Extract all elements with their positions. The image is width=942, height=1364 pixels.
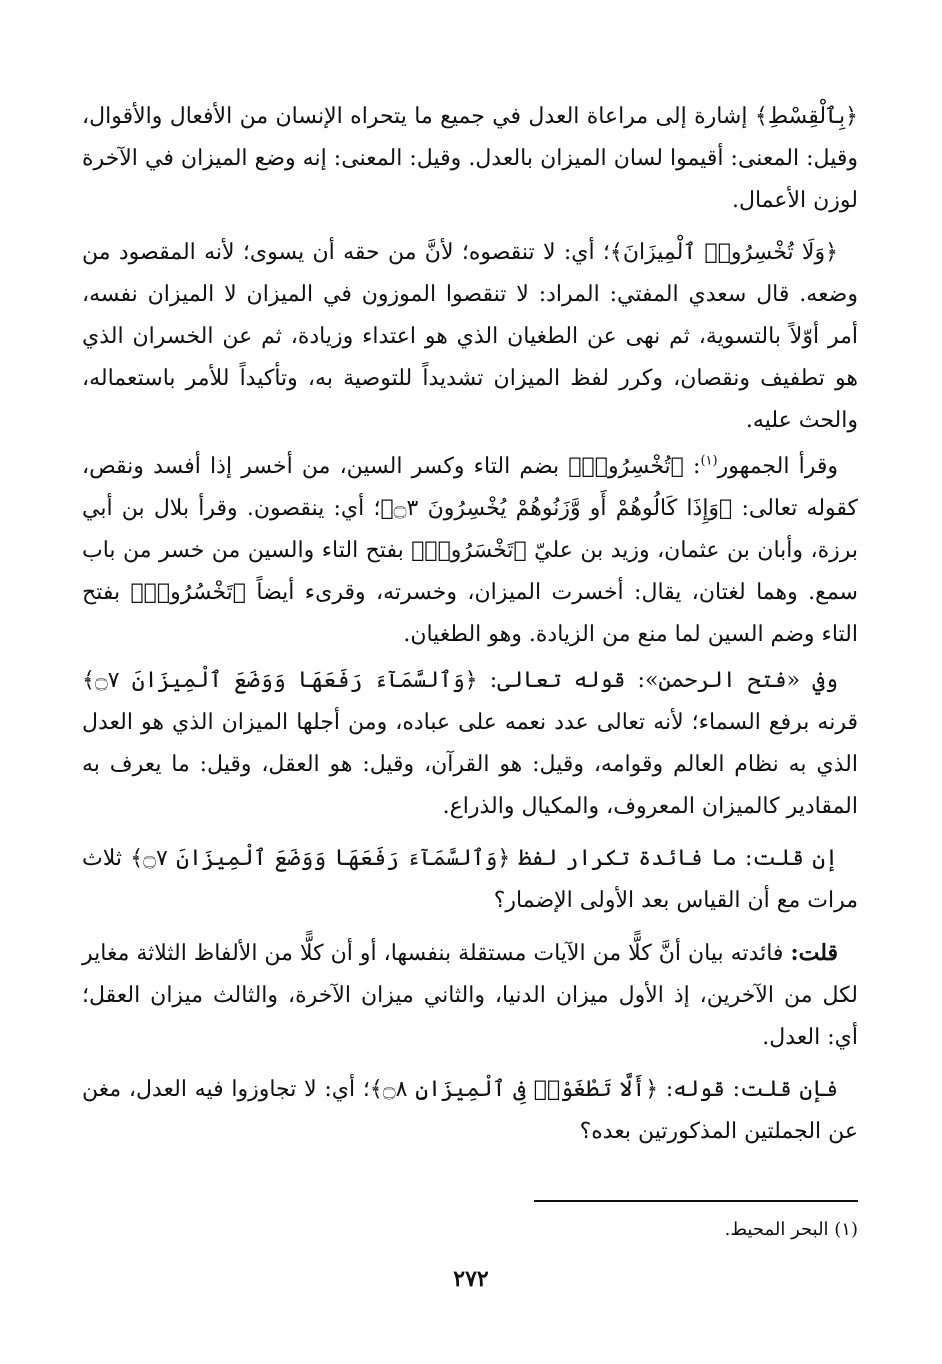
paragraph-fath-alrahman: وفي «فتح الرحمن»: قوله تعالى: ﴿وَٱلسَّمَآءَ رَفَعَهَا وَوَضَعَ ٱلْمِيزَانَ ۝٧﴾ قرنه برفع السماء؛ لأنه تعالى عدد نعمه على عباده، ومن أجلها الميزان الذي هو العدل الذي به نظام العالم وقوامه، وقيل: هو القرآن، وقيل: هو العقل، وقيل: ما يعرف به المقادير كالميزان المعروف، والمكيال والذراع.: [82, 668, 858, 819]
paragraph-question-repetition: إن قلت: ما فائدة تكرار لفظ ﴿وَٱلسَّمَآءَ رَفَعَهَا وَوَضَعَ ٱلْمِيزَانَ ۝٧﴾ ثلاث مرات مع أن القياس بعد الأولى الإضمار؟: [82, 846, 858, 913]
page-body: [82, 96, 858, 1163]
paragraph-answer: [82, 932, 858, 1059]
answer-label: قلت:: [790, 940, 838, 966]
footnote-reference: (١): [700, 453, 718, 469]
paragraph-jumhur-reading: [82, 446, 858, 656]
paragraph-question-tatghaw: فإن قلت: قوله: ﴿أَلَّا تَطْغَوْا۟ فِى ٱلْمِيزَانِ ۝٨﴾؛ أي: لا تجاوزوا فيه العدل، مغن عن الجملتين المذكورتين بعده؟: [82, 1077, 858, 1144]
paragraph-qist: ﴿بِٱلْقِسْطِ﴾ إشارة إلى مراعاة العدل في جميع ما يتحراه الإنسان من الأفعال والأقوال، وقيل: المعنى: أقيموا لسان الميزان بالعدل. وقيل: المعنى: إنه وضع الميزان في الآخرة لوزن الأعمال.: [82, 104, 858, 213]
answer-text: فائدته بيان أنَّ كلًّا من الآيات مستقلة بنفسها، أو أن كلًّا من الألفاظ الثلاثة مغاير لكل من الآخرين، إذ الأول ميزان الدنيا، والثاني ميزان الآخرة، والثالث ميزان العقل؛ أي: العدل.: [82, 941, 858, 1050]
jumhur-lead: وقرأ الجمهور: [717, 454, 838, 479]
paragraph-la-tukhsiru: ﴿وَلَا تُخْسِرُوا۟ ٱلْمِيزَانَ﴾؛ أي: لا تنقصوه؛ لأنَّ من حقه أن يسوى؛ لأنه المقصود من وضعه. قال سعدي المفتي: المراد: لا تنقصوا الموزون في الميزان لا الميزان نفسه، أمر أوّلاً بالتسوية، ثم نهى عن الطغيان الذي هو اعتداء وزيادة، ثم عن الخسران الذي هو تطفيف ونقصان، وكرر لفظ الميزان تشديداً للتوصية به، وتأكيداً للأمر باستعماله، والحث عليه.: [82, 240, 858, 433]
page-number: ٢٧٢: [453, 1266, 489, 1292]
footnote: (١) البحر المحيط.: [724, 1219, 858, 1240]
footnote-divider: [534, 1200, 858, 1202]
jumhur-rest: : ﴿تُخْسِرُوا۟﴾ بضم التاء وكسر السين، من أخسر إذا أفسد ونقص، كقوله تعالى: ﴿وَإِذَا كَالُوهُمْ أَو وَّزَنُوهُمْ يُخْسِرُونَ ۝٣﴾؛ أي: ينقصون. وقرأ بلال بن أبي برزة، وأبان بن عثمان، وزيد بن عليّ ﴿تَخْسَرُوا۟﴾ بفتح التاء والسين من خسر من باب سمع. وهما لغتان، يقال: أخسرت الميزان، وخسرته، وقرىء أيضاً ﴿تَخْسُرُوا۟﴾ بفتح التاء وضم السين لما منع من الزيادة. وهو الطغيان.: [82, 454, 859, 647]
